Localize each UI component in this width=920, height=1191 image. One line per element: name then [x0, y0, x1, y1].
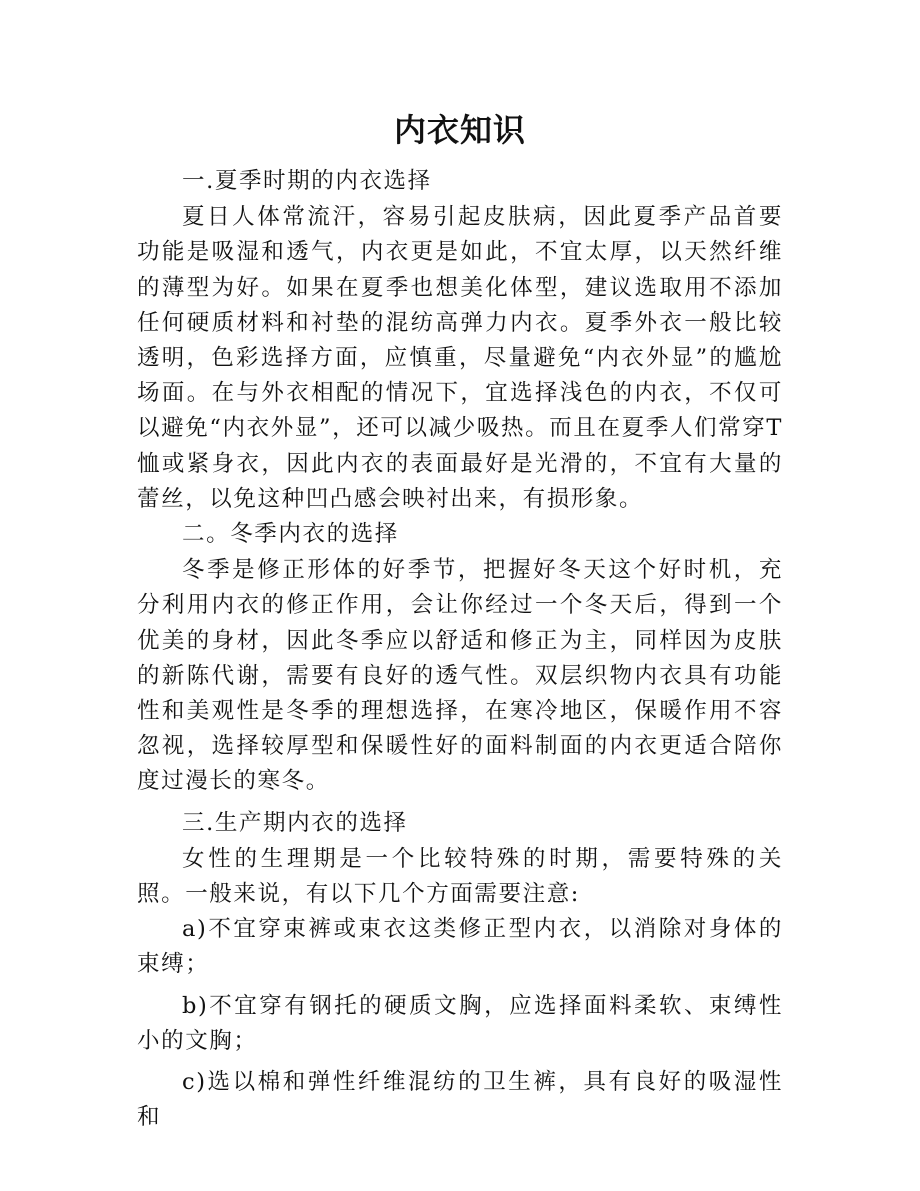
section-body-summer: 夏日人体常流汗，容易引起皮肤病，因此夏季产品首要功能是吸湿和透气，内衣更是如此，不宜太厚，以天然纤维的薄型为好。如果在夏季也想美化体型，建议选取用不添加任何硬质材料和衬垫的混纺高弹力内衣。夏季外衣一般比较透明，色彩选择方面，应慎重，尽量避免“内衣外显”的尴尬场面。在与外衣相配的情况下，宜选择浅色的内衣，不仅可以避免“内衣外显”，还可以减少吸热。而且在夏季人们常穿T恤或紧身衣，因此内衣的表面最好是光滑的，不宜有大量的蕾丝，以免这种凹凸感会映衬出来，有损形象。: [137, 204, 783, 512]
section-intro-menstrual: 女性的生理期是一个比较特殊的时期，需要特殊的关照。一般来说，有以下几个方面需要注意:: [137, 845, 783, 908]
list-item: b)不宜穿有钢托的硬质文胸，应选择面料柔软、束缚性小的文胸；: [137, 992, 783, 1054]
list-item: a)不宜穿束裤或束衣这类修正型内衣，以消除对身体的束缚；: [137, 916, 783, 978]
document-title: 内衣知识: [393, 111, 526, 149]
section-heading-summer: 一.夏季时期的内衣选择: [182, 168, 432, 194]
section-heading-menstrual: 三.生产期内衣的选择: [182, 809, 408, 836]
section-body-winter: 冬季是修正形体的好季节，把握好冬天这个好时机，充分利用内衣的修正作用，会让你经过一个冬天后，得到一个优美的身材，因此冬季应以舒适和修正为主，同样因为皮肤的新陈代谢，需要有良好的透气性。双层织物内衣具有功能性和美观性是冬季的理想选择，在寒冷地区，保暖作用不容忽视，选择较厚型和保暖性好的面料制面的内衣更适合陪你度过漫长的寒冬。: [137, 557, 783, 795]
section-heading-winter: 二。冬季内衣的选择: [182, 521, 399, 548]
list-item: c)选以棉和弹性纤维混纺的卫生裤，具有良好的吸湿性和: [137, 1069, 783, 1131]
